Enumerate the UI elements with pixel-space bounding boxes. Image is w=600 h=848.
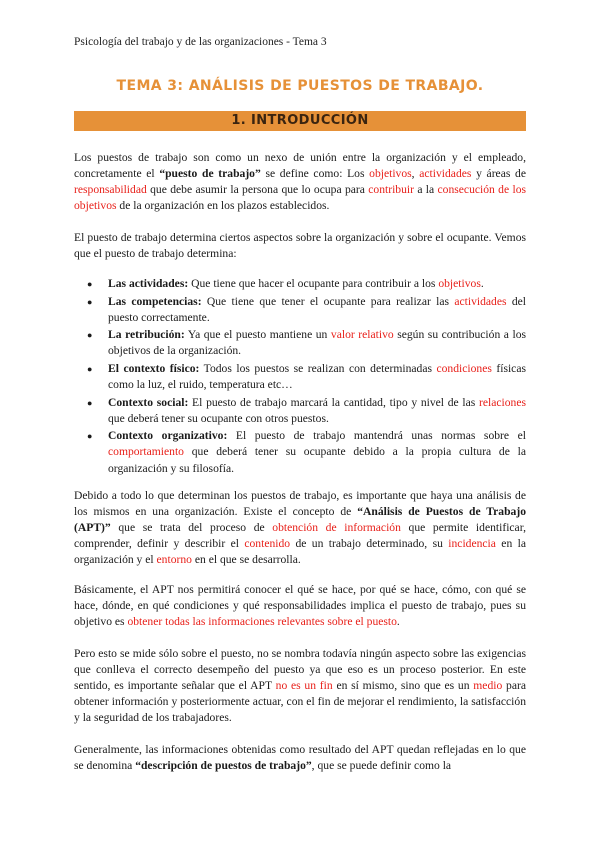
- bullet-icon: ●: [87, 279, 93, 289]
- paragraph-apt-purpose: Básicamente, el APT nos permitirá conocer el qué se hace, por qué se hace, cómo, con qué se hace, dónde, en qué condiciones y qué responsabilidades implica el puesto de trabajo, pues su objetivo es obtener todas las informaciones relevantes sobre el puesto.: [74, 583, 526, 629]
- determinants-list: [74, 276, 526, 478]
- bullet-icon: ●: [87, 363, 93, 374]
- bullet-icon: ●: [87, 431, 93, 442]
- paragraph-apt-definition: Debido a todo lo que determinan los puestos de trabajo, es importante que haya una análisis de los mismos en una organización. Existe el concepto de “Análisis de Puestos de Trabajo (APT)” que se trata del proceso de obtención de información que permite identificar, comprender, definir y describir el contenido de un trabajo determinado, su incidencia en la organización y el entorno en el que se desarrolla.: [74, 489, 527, 567]
- bullet-icon: ●: [87, 296, 93, 307]
- section-heading: 1. INTRODUCCIÓN: [231, 113, 369, 128]
- list-item: ● Las competencias: Que tiene que tener el ocupante para realizar las actividades del puesto correctamente.: [87, 294, 527, 324]
- list-item: ● La retribución: Ya que el puesto mantiene un valor relativo según su contribución a los objetivos de la organización.: [87, 328, 527, 358]
- paragraph-job-description: Generalmente, las informaciones obtenidas como resultado del APT quedan reflejadas en lo que se denomina “descripción de puestos de trabajo”, que se puede definir como la: [74, 743, 526, 773]
- running-header: Psicología del trabajo y de las organizaciones - Tema 3: [74, 36, 327, 48]
- bullet-icon: ●: [87, 397, 93, 408]
- list-item: ● El contexto físico: Todos los puestos se realizan con determinadas condiciones físicas como la luz, el ruido, temperatura etc…: [87, 361, 526, 392]
- paragraph-apt-means: Pero esto se mide sólo sobre el puesto, no se nombra todavía ningún aspecto sobre las exigencias que conlleva el correcto desempeño del puesto ya que eso es un proceso posterior. En este sentido, es importante señalar que el APT no es un fin en sí mismo, sino que es un medio para obtener información y posteriormente actuar, con el fin de mejorar el rendimiento, la satisfacción y la seguridad de los trabajadores.: [74, 647, 526, 725]
- paragraph-determines: El puesto de trabajo determina ciertos aspectos sobre la organización y sobre el ocupante. Vemos que el puesto de trabajo determina:: [74, 231, 526, 261]
- paragraph-intro: Los puestos de trabajo son como un nexo de unión entre la organización y el empleado, concretamente el “puesto de trabajo” se define como: Los objetivos, actividades y áreas de responsabilidad que debe asumir la persona que lo ocupa para contribuir a la consecución de los objetivos de la organización en los plazos establecidos.: [74, 151, 526, 213]
- list-item: ● Contexto organizativo: El puesto de trabajo mantendrá unas normas sobre el comportamiento que deberá tener su ocupante debido a la propia cultura de la organización y su filosofía.: [87, 429, 526, 475]
- document-title: TEMA 3: ANÁLISIS DE PUESTOS DE TRABAJO.: [116, 78, 484, 94]
- bullet-icon: ●: [87, 330, 93, 341]
- list-item: ● Contexto social: El puesto de trabajo marcará la cantidad, tipo y nivel de las relaciones que deberá tener su ocupante con otros puestos.: [87, 395, 526, 425]
- section-heading-bar: [74, 111, 526, 131]
- list-item: ● Las actividades: Que tiene que hacer el ocupante para contribuir a los objetivos.: [74, 276, 526, 292]
